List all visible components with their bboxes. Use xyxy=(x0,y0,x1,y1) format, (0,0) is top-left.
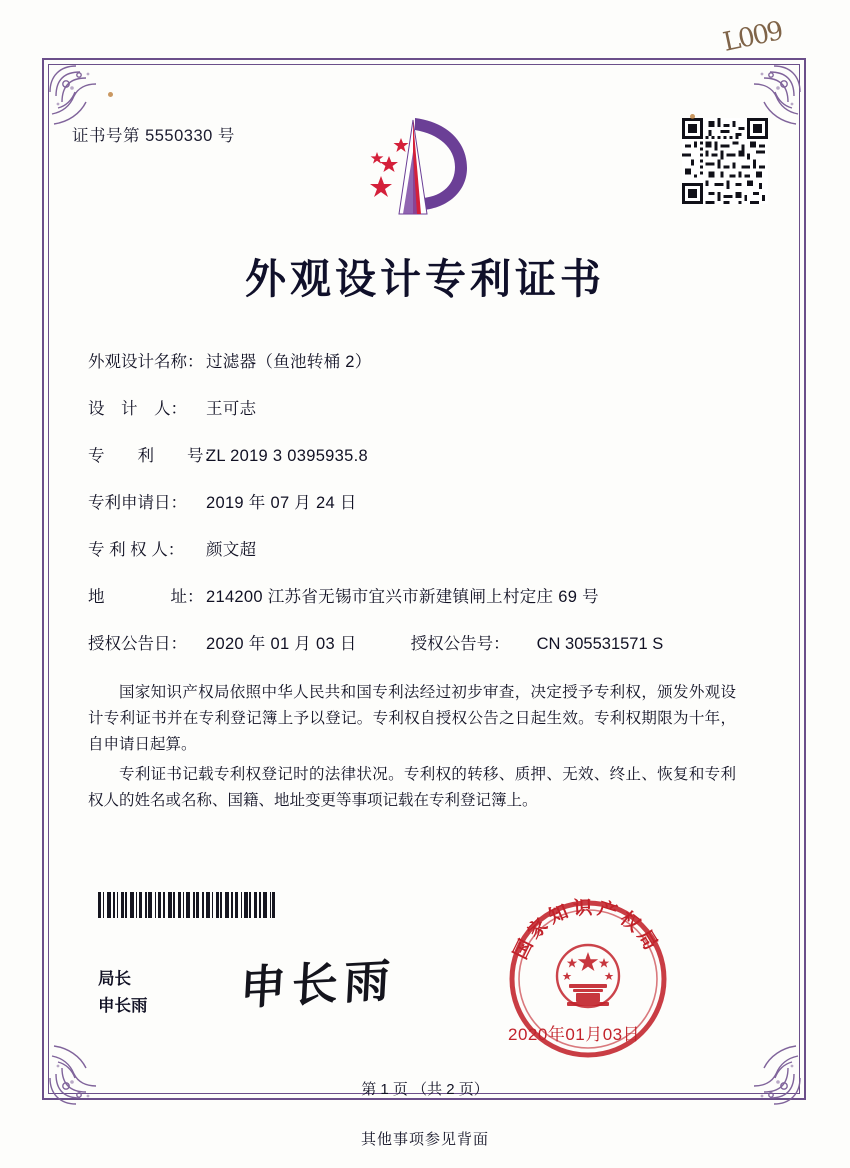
cnipa-emblem-icon xyxy=(355,112,475,220)
field-patent-number xyxy=(88,442,728,466)
field-grant-row xyxy=(88,630,728,654)
legal-paragraph-1: 国家知识产权局依照中华人民共和国专利法经过初步审查，决定授予专利权，颁发外观设计专利证书并在专利登记簿上予以登记。专利权自授权公告之日起生效。专利权期限为十年，自申请日起算。 xyxy=(88,684,736,753)
field-label: 专 利 权 人： xyxy=(88,541,185,559)
field-value: 过滤器（鱼池转桶 2） xyxy=(206,353,372,371)
legal-paragraph-2: 专利证书记载专利权登记时的法律状况。专利权的转移、质押、无效、终止、恢复和专利权人的姓名或名称、国籍、地址变更等事项记载在专利登记簿上。 xyxy=(88,766,736,809)
qr-code xyxy=(682,118,768,204)
signature-block xyxy=(98,966,148,1020)
ink-dot-left xyxy=(108,92,113,97)
grant-date-value: 2020 年 01 月 03 日 xyxy=(206,635,357,653)
page-title: 外观设计专利证书 xyxy=(245,255,605,303)
seal-date: 2020年01月03日 xyxy=(508,1025,641,1044)
field-list xyxy=(88,348,728,672)
field-label: 专利申请日： xyxy=(88,494,187,512)
signature-name: 申长雨 xyxy=(98,997,148,1015)
field-label: 外观设计名称： xyxy=(88,353,204,371)
grant-number-label: 授权公告号： xyxy=(410,635,510,653)
field-patentee xyxy=(88,536,728,560)
svg-text:国家知识产权局: 国家知识产权局 xyxy=(509,896,664,963)
field-application-date xyxy=(88,489,728,513)
field-value: 王可志 xyxy=(206,400,257,418)
handwritten-mark: L009 xyxy=(720,16,785,58)
field-label: 设 计 人： xyxy=(88,400,187,418)
field-value: 颜文超 xyxy=(206,541,257,559)
ink-dot-right xyxy=(690,114,695,119)
footer-note: 其他事项参见背面 xyxy=(360,1132,489,1148)
page-number: 第 1 页 （共 2 页） xyxy=(361,1081,489,1098)
field-designer xyxy=(88,395,728,419)
legal-body-text xyxy=(88,680,736,818)
certificate-number: 证书号第 5550330 号 xyxy=(72,127,235,145)
handwritten-signature: 申长雨 xyxy=(238,952,398,1016)
field-design-name xyxy=(88,348,728,372)
grant-date-label: 授权公告日： xyxy=(88,635,187,653)
grant-number-value: CN 305531571 S xyxy=(536,635,664,653)
field-value: 2019 年 07 月 24 日 xyxy=(206,494,357,512)
field-address xyxy=(88,583,728,607)
signature-role: 局长 xyxy=(98,970,131,988)
field-label: 专 利 号： xyxy=(88,447,220,465)
field-label: 地 址： xyxy=(88,588,204,606)
barcode xyxy=(98,892,326,918)
field-value: 214200 江苏省无锡市宜兴市新建镇闸上村定庄 69 号 xyxy=(206,588,599,606)
field-value: ZL 2019 3 0395935.8 xyxy=(206,447,368,465)
